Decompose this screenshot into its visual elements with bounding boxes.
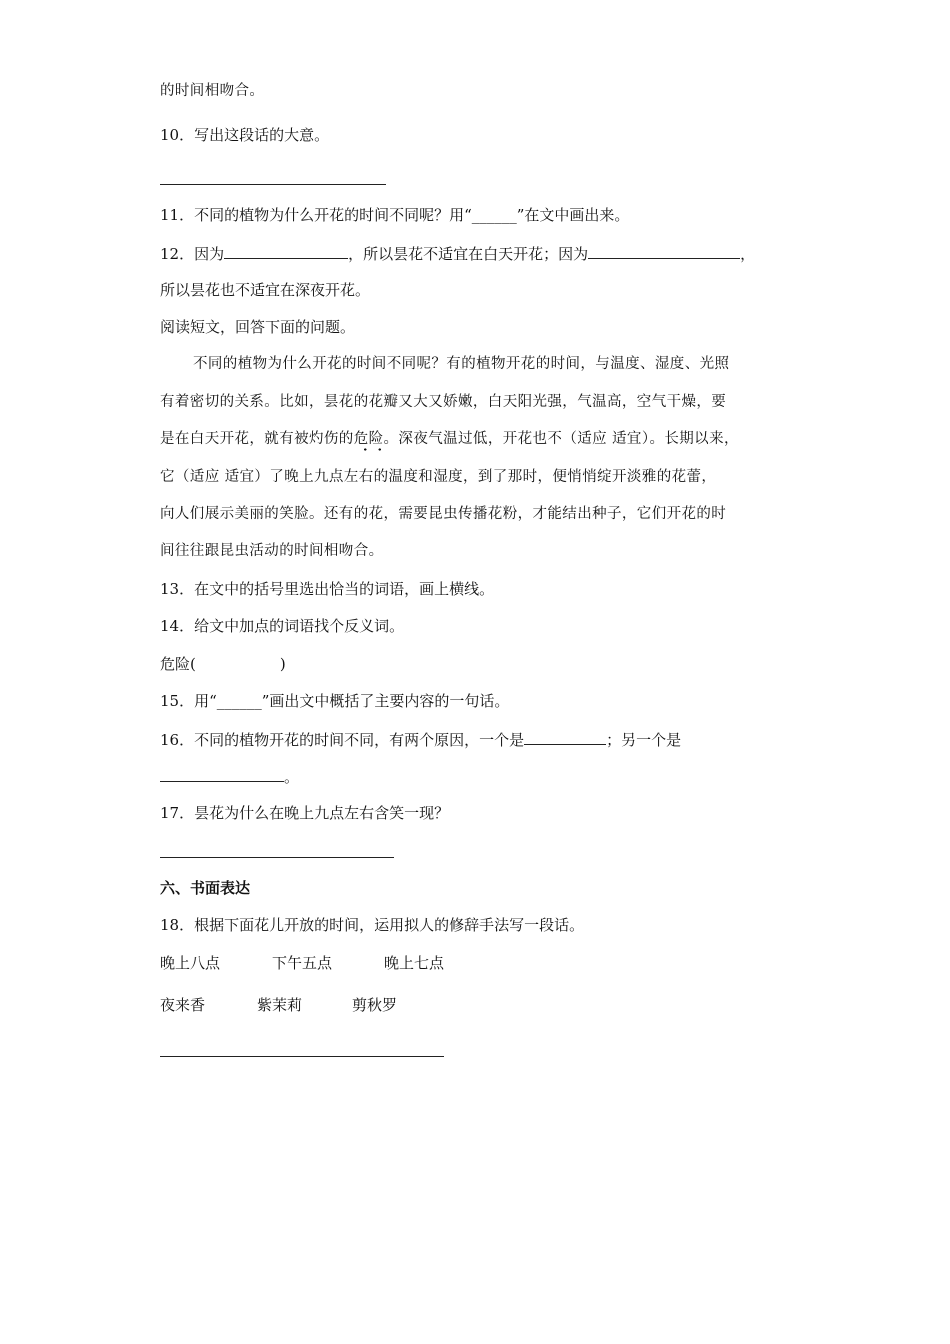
answer-line-q18[interactable] bbox=[160, 1056, 444, 1057]
q16-text-mid: ；另一个是 bbox=[606, 731, 682, 749]
passage-line-4: 它（适应 适宜）了晚上九点左右的温度和湿度，到了那时，便悄悄绽开淡雅的花蕾， bbox=[160, 469, 717, 485]
time-row bbox=[160, 952, 444, 974]
answer-line-q10[interactable] bbox=[160, 184, 386, 185]
question-12-line2: 所以昙花也不适宜在深夜开花。 bbox=[160, 281, 371, 299]
passage-line-3-post: 。深夜气温过低，开花也不（适应 适宜）。长期以来， bbox=[383, 431, 739, 447]
question-14: 14．给文中加点的词语找个反义词。 bbox=[160, 617, 405, 635]
time-3: 晚上七点 bbox=[384, 954, 445, 972]
passage-line-1: 不同的植物为什么开花的时间不同呢？有的植物开花的时间，与温度、湿度、光照 bbox=[193, 356, 730, 372]
q15-text-pre: 15．用“ bbox=[160, 692, 217, 710]
q16-text-end: 。 bbox=[284, 768, 300, 786]
time-2: 下午五点 bbox=[272, 954, 333, 972]
q16-text-pre: 16．不同的植物开花的时间不同，有两个原因，一个是 bbox=[160, 731, 525, 749]
question-17: 17．昙花为什么在晚上九点左右含笑一现？ bbox=[160, 804, 450, 822]
passage-line-3-pre: 是在白天开花，就有被灼伤的 bbox=[160, 431, 354, 447]
question-18: 18．根据下面花儿开放的时间，运用拟人的修辞手法写一段话。 bbox=[160, 916, 585, 934]
passage-line-6: 间往往跟昆虫活动的时间相吻合。 bbox=[160, 543, 384, 559]
q12-text-pre: 12．因为 bbox=[160, 245, 225, 263]
question-16 bbox=[160, 728, 681, 751]
question-13: 13．在文中的括号里选出恰当的词语，画上横线。 bbox=[160, 580, 495, 598]
question-12 bbox=[160, 242, 755, 265]
question-11 bbox=[160, 204, 629, 226]
flower-3: 剪秋罗 bbox=[352, 996, 398, 1014]
flower-1: 夜来香 bbox=[160, 996, 206, 1014]
question-15 bbox=[160, 690, 509, 712]
question-16-line2 bbox=[160, 765, 299, 788]
passage-line-5: 向人们展示美丽的笑脸。还有的花，需要昆虫传播花粉，才能结出种子，它们开花的时 bbox=[160, 506, 727, 522]
q14-answer-post: ) bbox=[279, 655, 286, 673]
q14-answer-pre: 危险( bbox=[160, 655, 196, 673]
q12-text-post: ， bbox=[740, 245, 756, 263]
passage-continuation: 的时间相吻合。 bbox=[160, 83, 265, 99]
q12-text-mid: ，所以昙花不适宜在白天开花；因为 bbox=[348, 245, 589, 263]
q11-text-post: ”在文中画出来。 bbox=[516, 206, 630, 224]
reading-instruction: 阅读短文，回答下面的问题。 bbox=[160, 318, 356, 336]
passage-line-2: 有着密切的关系。比如，昙花的花瓣又大又娇嫩，白天阳光强，气温高，空气干燥，要 bbox=[160, 394, 727, 410]
flower-2: 紫茉莉 bbox=[257, 996, 303, 1014]
q15-text-post: ”画出文中概括了主要内容的一句话。 bbox=[261, 692, 510, 710]
question-10: 10．写出这段话的大意。 bbox=[160, 126, 330, 144]
section-6-heading: 六、书面表达 bbox=[160, 879, 251, 897]
flower-row bbox=[160, 994, 397, 1016]
q11-blank-marker: ______ bbox=[471, 206, 517, 224]
q16-blank-2[interactable] bbox=[160, 765, 284, 782]
q11-text-pre: 11．不同的植物为什么开花的时间不同呢？用“ bbox=[160, 206, 472, 224]
dotted-word-danger: 危险 bbox=[353, 431, 384, 447]
q12-blank-2[interactable] bbox=[588, 242, 740, 259]
answer-line-q17[interactable] bbox=[160, 857, 394, 858]
q16-blank-1[interactable] bbox=[524, 728, 606, 745]
q12-blank-1[interactable] bbox=[224, 242, 348, 259]
q15-blank-marker: ______ bbox=[216, 692, 262, 710]
q14-answer bbox=[160, 653, 286, 675]
passage-line-3 bbox=[160, 428, 739, 450]
time-1: 晚上八点 bbox=[160, 954, 221, 972]
